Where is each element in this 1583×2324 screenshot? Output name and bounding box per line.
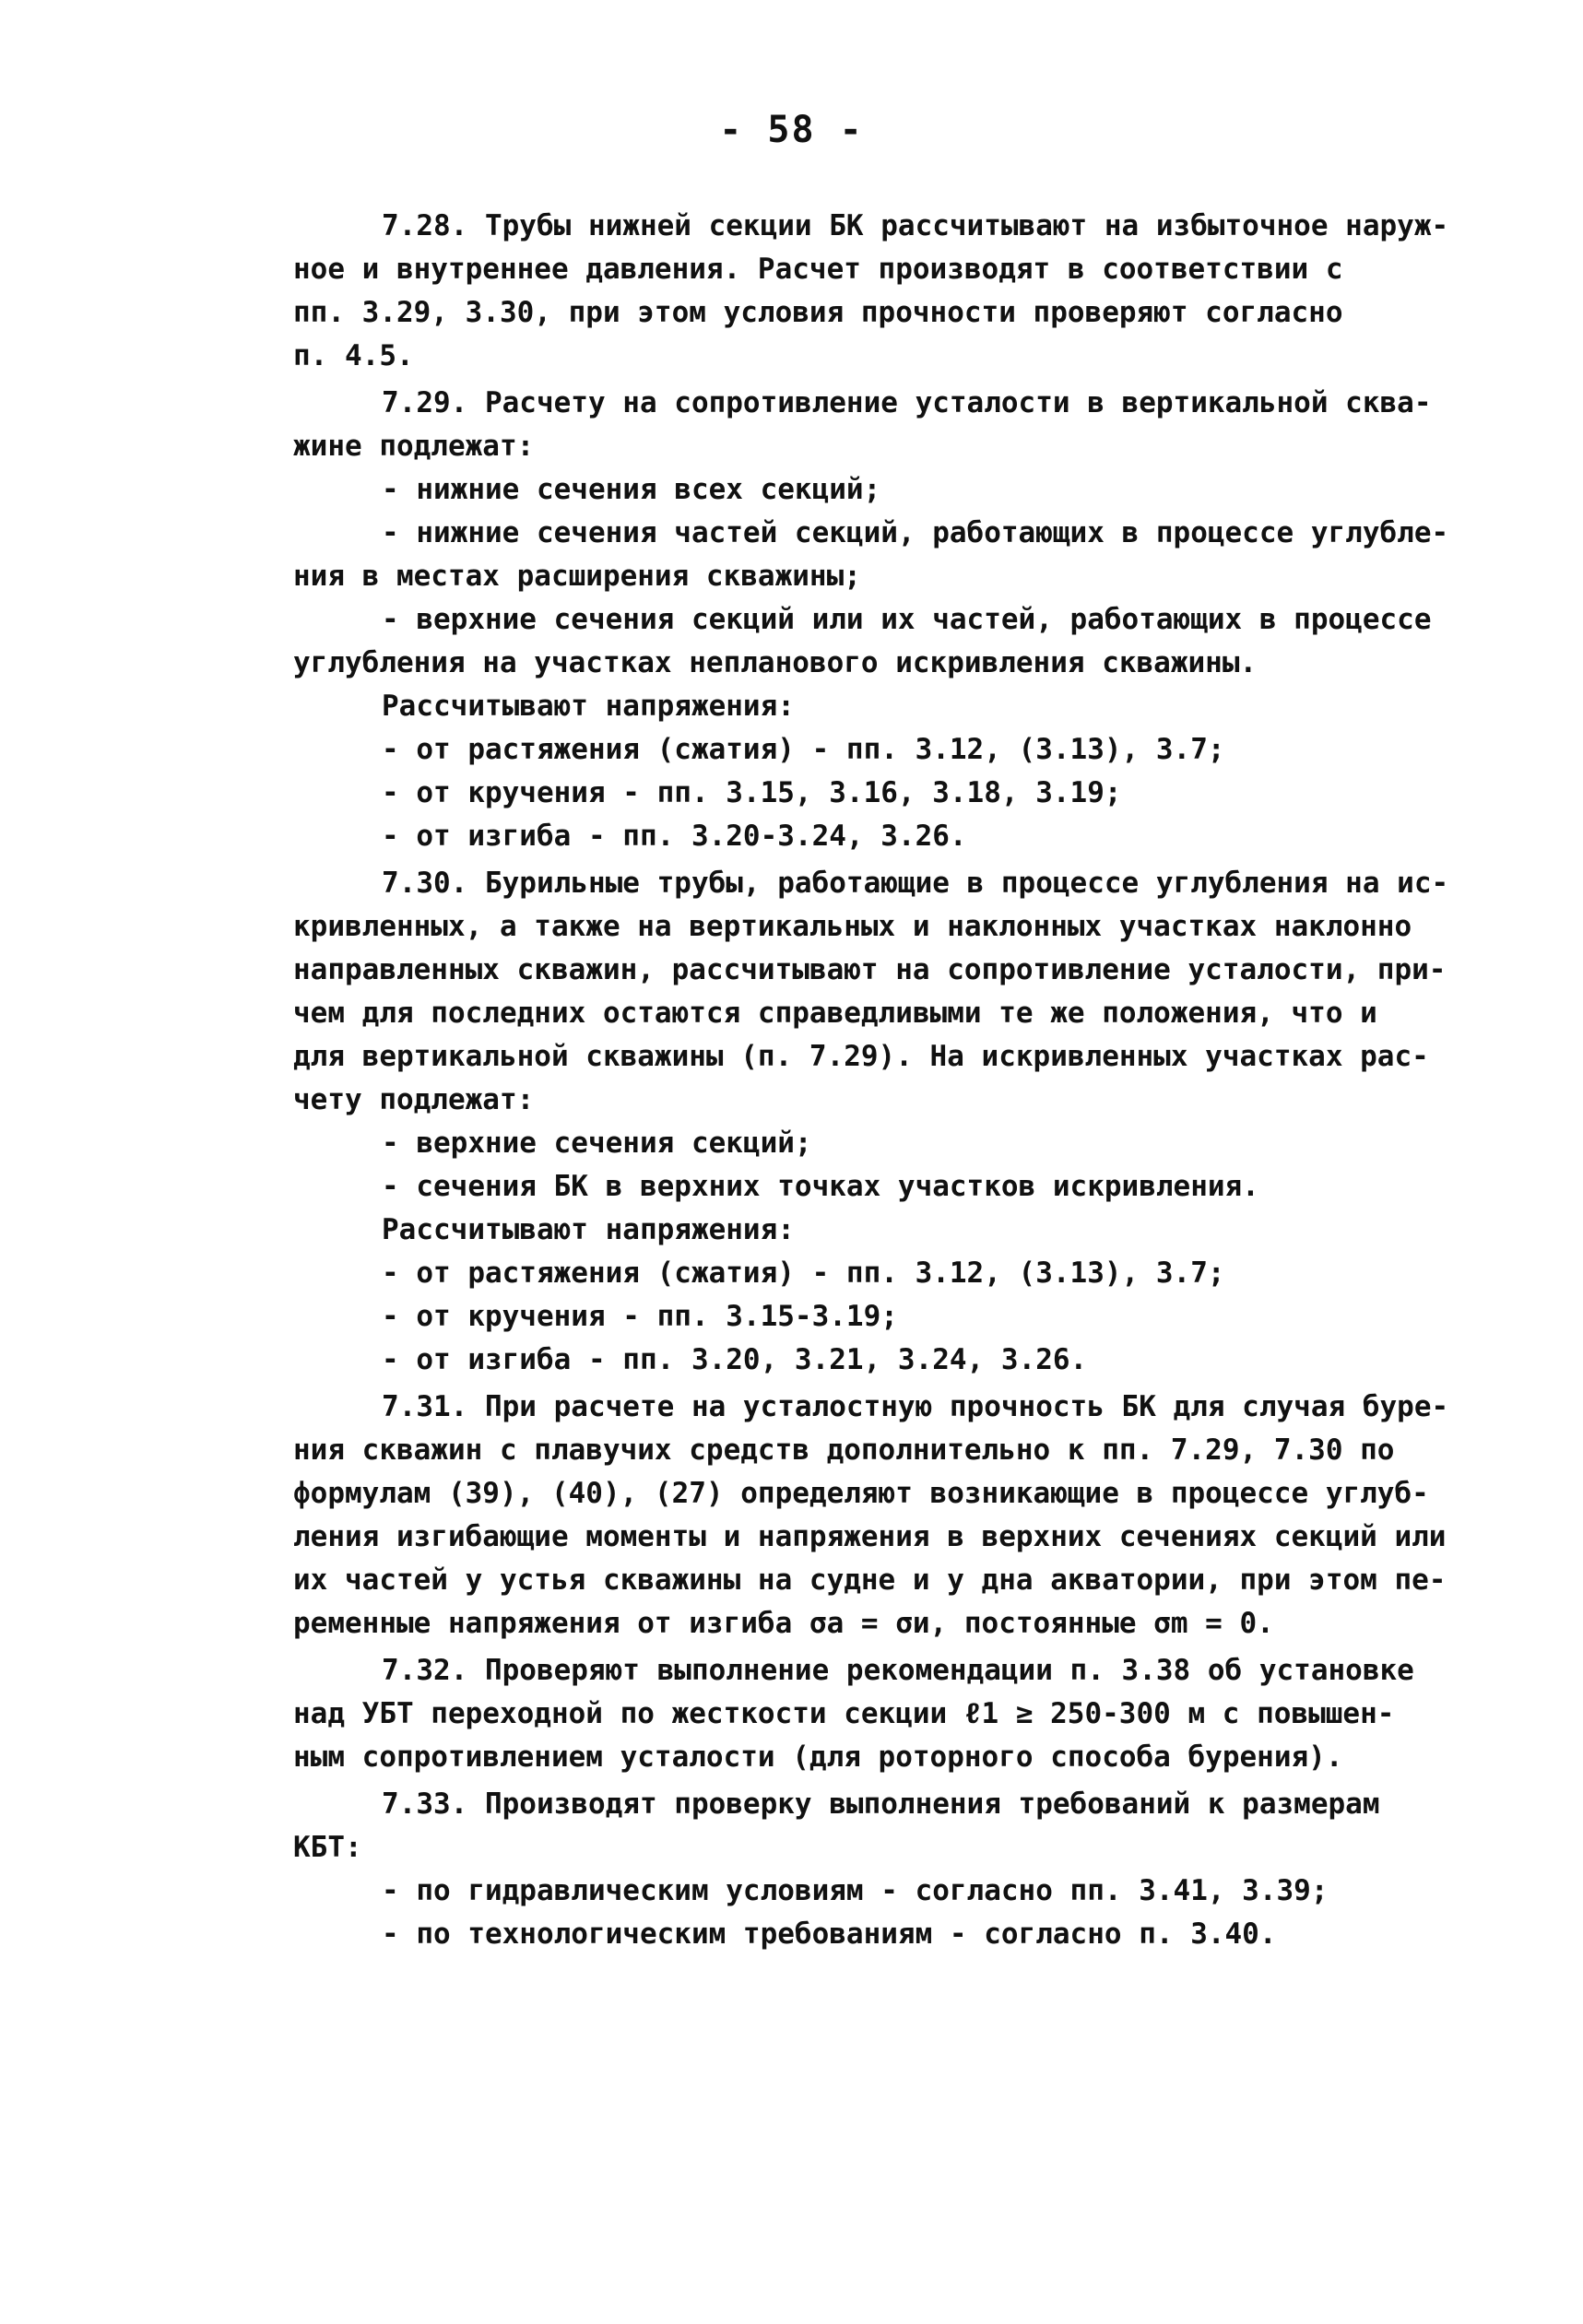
stress-heading: Рассчитывают напряжения: — [382, 1213, 795, 1246]
paragraph-7-32-line: 7.32. Проверяют выполнение рекомендации п. 3.38 об установке — [382, 1654, 1414, 1687]
list-item: - по гидравлическим условиям - согласно пп. 3.41, 3.39; — [382, 1874, 1329, 1907]
paragraph-7-30-line: кривленных, а также на вертикальных и наклонных участках наклонно — [293, 910, 1412, 943]
list-item-continuation: ния в местах расширения скважины; — [293, 560, 861, 593]
paragraph-7-28-line: 7.28. Трубы нижней секции БК рассчитывают на избыточное наруж- — [382, 209, 1449, 242]
paragraph-7-28-line: пп. 3.29, 3.30, при этом условия прочности проверяют согласно — [293, 296, 1343, 329]
paragraph-7-30-line: 7.30. Бурильные трубы, работающие в процессе углубления на ис- — [382, 867, 1449, 900]
list-item-continuation: углубления на участках непланового искривления скважины. — [293, 646, 1258, 679]
paragraph-7-32-line: ным сопротивлением усталости (для роторного способа бурения). — [293, 1740, 1343, 1774]
paragraph-7-31-line: формулам (39), (40), (27) определяют возникающие в процессе углуб- — [293, 1477, 1429, 1510]
list-item: - от изгиба - пп. 3.20-3.24, 3.26. — [382, 820, 967, 853]
list-item: - по технологическим требованиям - согласно п. 3.40. — [382, 1917, 1277, 1951]
paragraph-7-28-line: ное и внутреннее давления. Расчет производят в соответствии с — [293, 253, 1343, 286]
paragraph-7-33-line: 7.33. Производят проверку выполнения требований к размерам — [382, 1787, 1380, 1821]
list-item: - верхние сечения секций или их частей, работающих в процессе — [382, 603, 1432, 636]
paragraph-7-33-line: КБТ: — [293, 1831, 362, 1864]
paragraph-7-30-line: направленных скважин, рассчитывают на сопротивление усталости, при- — [293, 953, 1447, 986]
paragraph-7-31-line: 7.31. При расчете на усталостную прочность БК для случая буре- — [382, 1390, 1449, 1423]
list-item: - сечения БК в верхних точках участков искривления. — [382, 1170, 1259, 1203]
list-item: - нижние сечения всех секций; — [382, 473, 881, 506]
paragraph-7-31-line: ния скважин с плавучих средств дополнительно к пп. 7.29, 7.30 по — [293, 1433, 1395, 1467]
paragraph-7-31-line: их частей у устья скважины на судне и у дна акватории, при этом пе- — [293, 1563, 1447, 1597]
list-item: - от изгиба - пп. 3.20, 3.21, 3.24, 3.26. — [382, 1343, 1088, 1376]
list-item: - от растяжения (сжатия) - пп. 3.12, (3.13), 3.7; — [382, 733, 1225, 766]
list-item: - верхние сечения секций; — [382, 1127, 812, 1160]
paragraph-7-31-line: ременные напряжения от изгиба σa = σи, постоянные σm = 0. — [293, 1607, 1274, 1640]
paragraph-7-32-line: над УБТ переходной по жесткости секции ℓ1 ≥ 250-300 м с повышен- — [293, 1697, 1395, 1730]
stress-heading: Рассчитывают напряжения: — [382, 690, 795, 723]
paragraph-7-30-line: чету подлежат: — [293, 1083, 535, 1116]
paragraph-7-31-line: ления изгибающие моменты и напряжения в верхних сечениях секций или — [293, 1520, 1447, 1553]
paragraph-7-30-line: чем для последних остаются справедливыми те же положения, что и — [293, 997, 1377, 1030]
list-item: - от кручения - пп. 3.15-3.19; — [382, 1300, 898, 1333]
list-item: - от кручения - пп. 3.15, 3.16, 3.18, 3.19; — [382, 776, 1122, 809]
paragraph-7-28-line: п. 4.5. — [293, 339, 414, 372]
page-number: - 58 - — [719, 109, 864, 151]
list-item: - от растяжения (сжатия) - пп. 3.12, (3.13), 3.7; — [382, 1256, 1225, 1290]
paragraph-7-29-line: 7.29. Расчету на сопротивление усталости в вертикальной сква- — [382, 386, 1432, 419]
list-item: - нижние сечения частей секций, работающих в процессе углубле- — [382, 516, 1449, 549]
paragraph-7-29-line: жине подлежат: — [293, 430, 535, 463]
document-body — [293, 205, 1492, 1956]
paragraph-7-30-line: для вертикальной скважины (п. 7.29). На искривленных участках рас- — [293, 1040, 1429, 1073]
